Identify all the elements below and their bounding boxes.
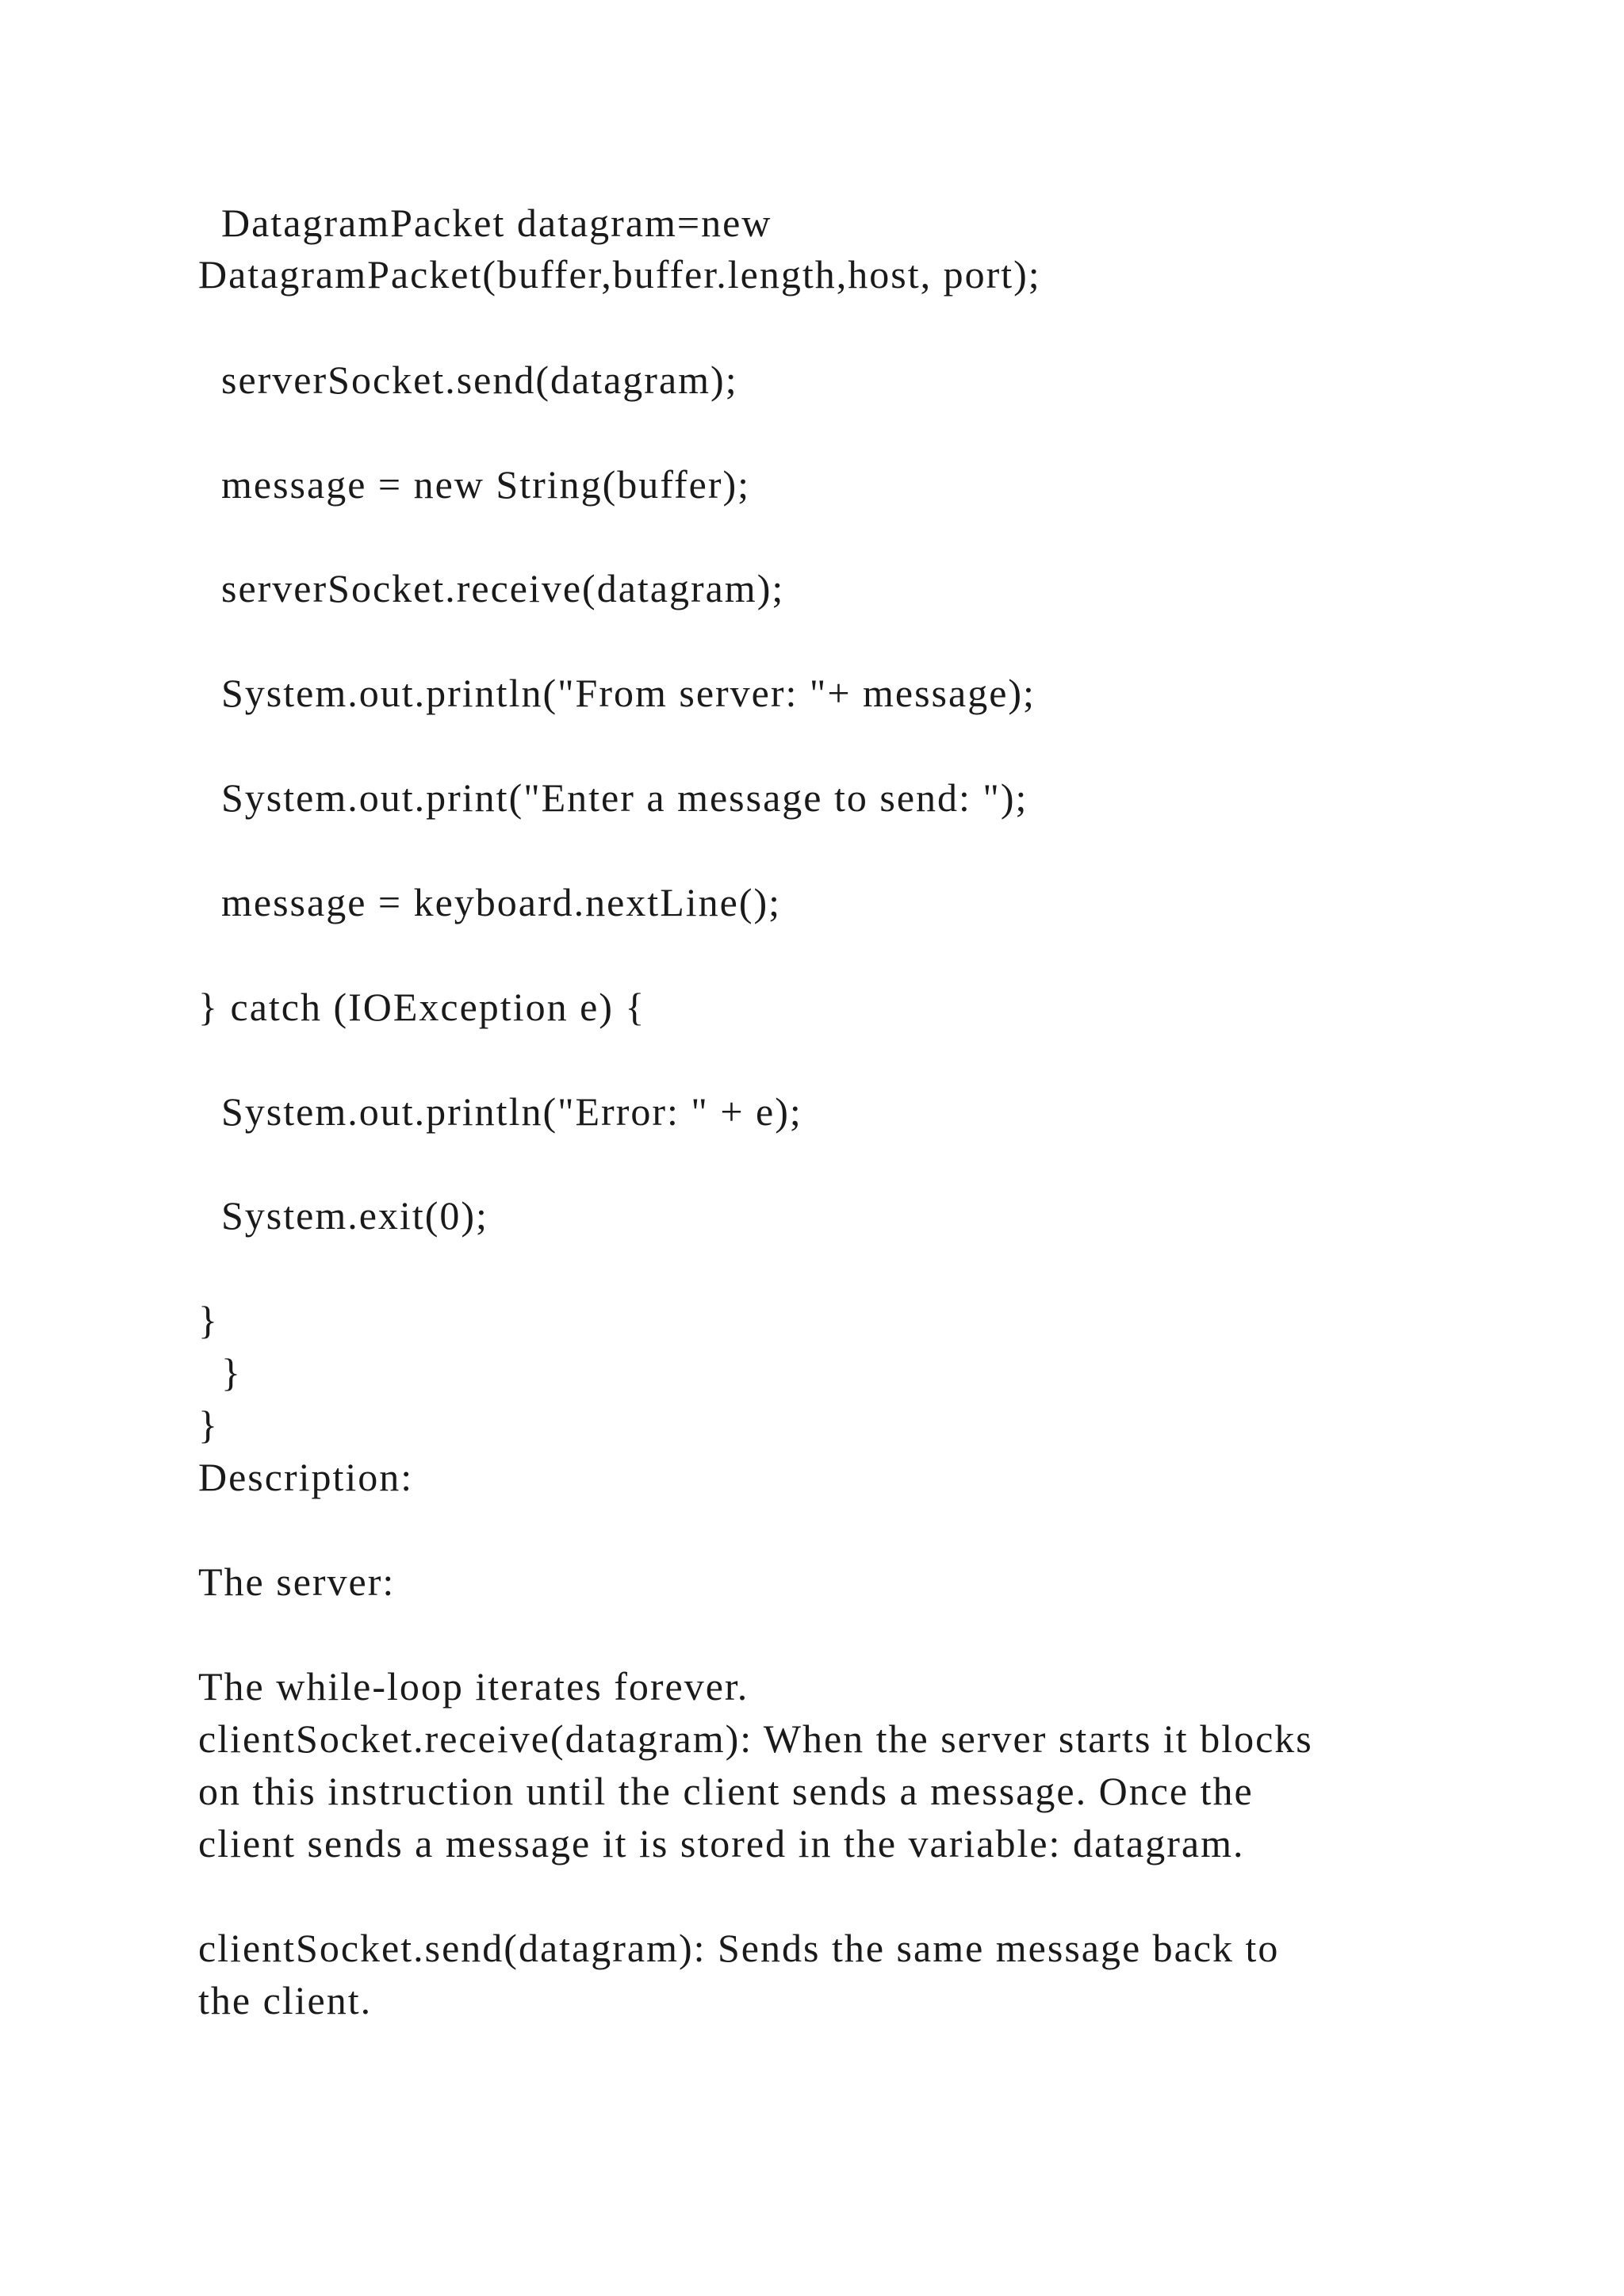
paragraph-line: the client. xyxy=(198,1978,373,2022)
code-line: serverSocket.send(datagram); xyxy=(198,358,738,402)
paragraph-line: clientSocket.send(datagram): Sends the same message back to xyxy=(198,1926,1280,1970)
paragraph-line: clientSocket.receive(datagram): When the server starts it blocks xyxy=(198,1716,1313,1761)
code-line: } xyxy=(198,1298,219,1342)
description-heading: Description: xyxy=(198,1455,414,1499)
code-line: message = new String(buffer); xyxy=(198,462,751,507)
server-heading: The server: xyxy=(198,1559,396,1604)
code-line: DatagramPacket datagram=new xyxy=(198,201,772,245)
code-line: System.out.println("From server: "+ message); xyxy=(198,671,1036,715)
code-line: System.exit(0); xyxy=(198,1193,488,1238)
paragraph-line: on this instruction until the client sends a message. Once the xyxy=(198,1769,1254,1813)
paragraph-line: The while-loop iterates forever. xyxy=(198,1664,749,1709)
code-line: } catch (IOException e) { xyxy=(198,985,646,1029)
code-line: serverSocket.receive(datagram); xyxy=(198,566,785,610)
code-line: System.out.print("Enter a message to send: "); xyxy=(198,775,1028,820)
code-line: System.out.println("Error: " + e); xyxy=(198,1089,802,1134)
code-line: } xyxy=(198,1350,242,1395)
code-line: } xyxy=(198,1402,219,1447)
paragraph-line: client sends a message it is stored in the variable: datagram. xyxy=(198,1821,1245,1866)
code-line: DatagramPacket(buffer,buffer.length,host, port); xyxy=(198,252,1041,297)
code-line: message = keyboard.nextLine(); xyxy=(198,880,782,924)
